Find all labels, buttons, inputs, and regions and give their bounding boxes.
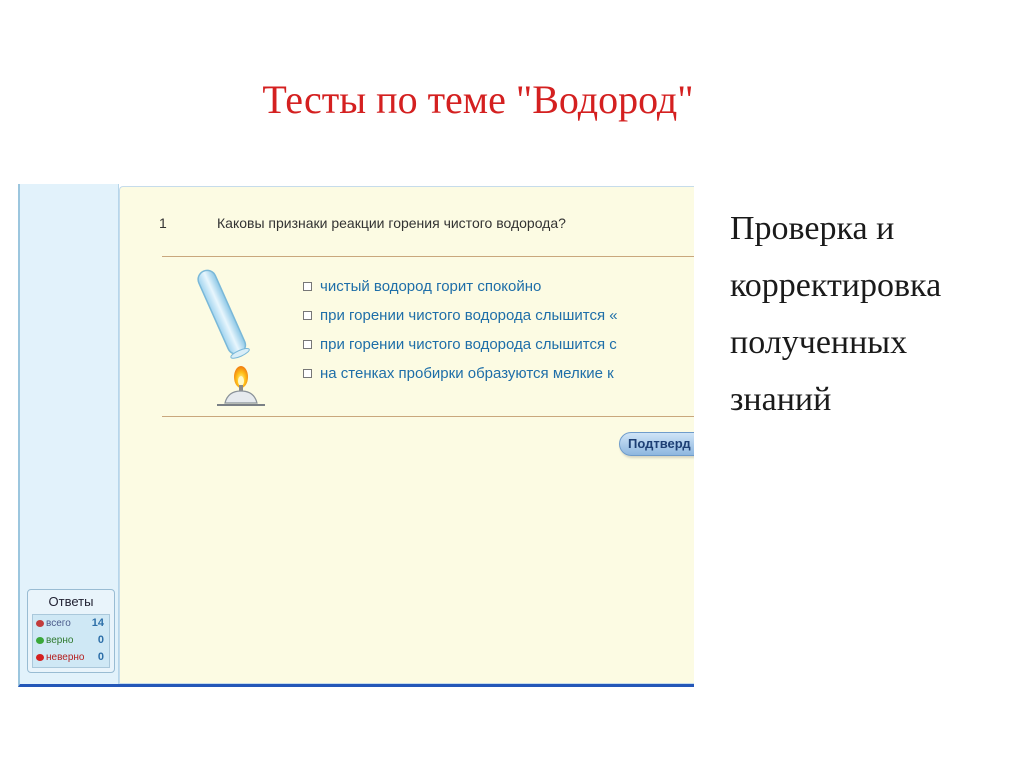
divider xyxy=(162,256,694,257)
confirm-button[interactable]: Подтверд xyxy=(619,432,694,456)
answers-label: верно xyxy=(46,635,74,646)
side-text-line: полученных xyxy=(730,324,908,361)
question-text: Каковы признаки реакции горения чистого водорода? xyxy=(217,215,566,231)
slide-title: Тесты по теме "Водород" xyxy=(262,77,694,122)
answer-option-label: при горении чистого водорода слышится « xyxy=(320,307,618,324)
status-dot-icon xyxy=(36,637,44,644)
answers-count: 14 xyxy=(91,617,104,629)
answer-option-label: на стенках пробирки образуются мелкие к xyxy=(320,365,614,382)
checkbox[interactable] xyxy=(303,369,312,378)
answer-option-label: чистый водород горит спокойно xyxy=(320,278,542,295)
answers-label: всего xyxy=(46,618,71,629)
answers-row-wrong xyxy=(33,649,109,666)
side-text-line: Проверка и xyxy=(730,210,895,247)
quiz-screenshot xyxy=(18,184,694,687)
side-text-line: знаний xyxy=(730,381,832,418)
divider xyxy=(162,416,694,417)
status-dot-icon xyxy=(36,654,44,661)
side-description xyxy=(730,200,1010,428)
answers-stats xyxy=(32,614,110,668)
status-dot-icon xyxy=(36,620,44,627)
question-panel xyxy=(119,186,694,684)
answer-option[interactable] xyxy=(303,359,618,388)
answers-count: 0 xyxy=(97,651,104,663)
answers-row-correct xyxy=(33,632,109,649)
question-number: 1 xyxy=(159,215,167,231)
answers-count: 0 xyxy=(97,634,104,646)
left-panel xyxy=(20,184,119,684)
answers-box xyxy=(27,589,115,673)
checkbox[interactable] xyxy=(303,340,312,349)
test-tube-burner-icon xyxy=(178,265,268,415)
answer-option[interactable] xyxy=(303,272,618,301)
answer-option[interactable] xyxy=(303,330,618,359)
answers-title: Ответы xyxy=(48,594,94,609)
checkbox[interactable] xyxy=(303,311,312,320)
side-text-line: корректировка xyxy=(730,267,942,304)
answers-label: неверно xyxy=(46,652,85,663)
answer-option-label: при горении чистого водорода слышится с xyxy=(320,336,617,353)
answer-options xyxy=(303,272,618,388)
answer-option[interactable] xyxy=(303,301,618,330)
answers-row-total xyxy=(33,615,109,632)
checkbox[interactable] xyxy=(303,282,312,291)
